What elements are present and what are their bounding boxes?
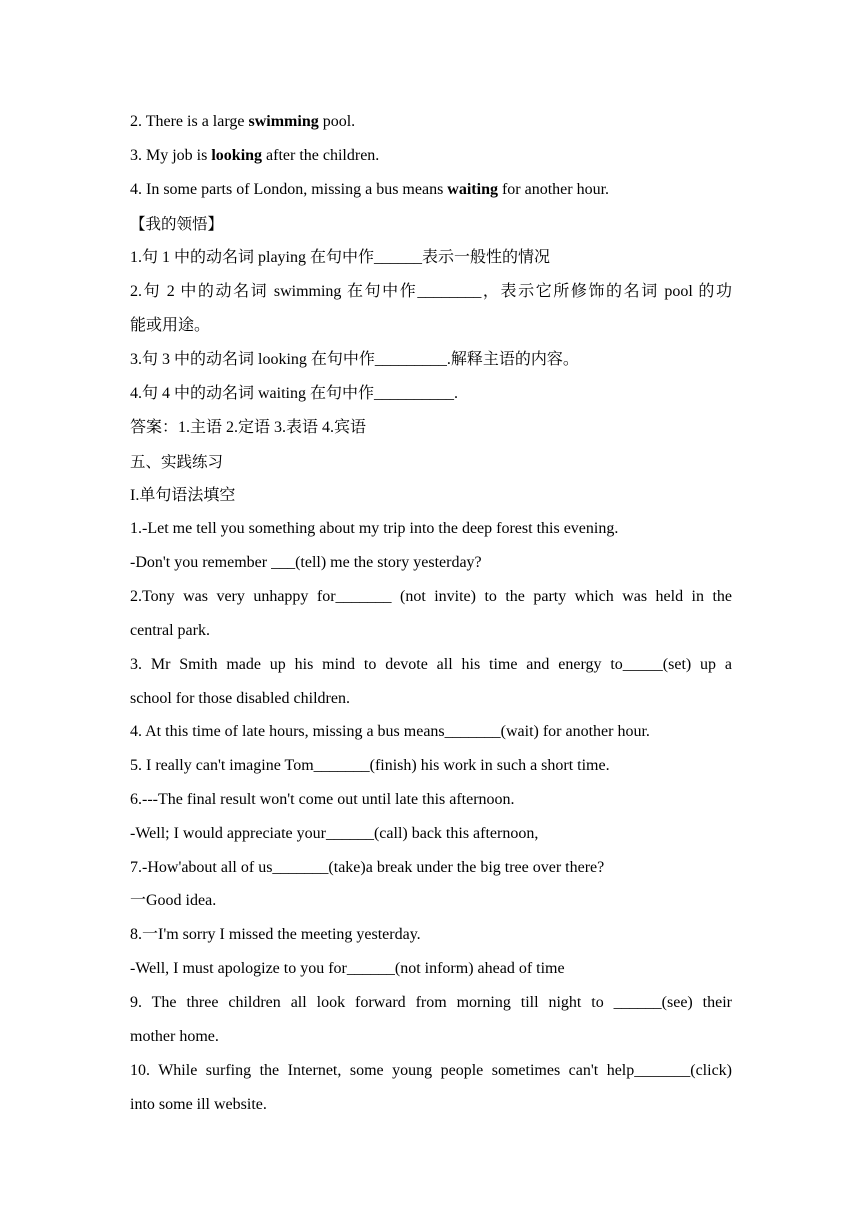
section-title: 五、实践练习 (130, 453, 224, 471)
exercise-3-cont: school for those disabled children. (130, 690, 350, 707)
answer-key: 答案：1.主语 2.定语 3.表语 4.宾语 (130, 419, 367, 436)
sentence-text: pool. (318, 113, 356, 130)
example-sentence-2 (130, 112, 355, 132)
gerund-bold: waiting (447, 181, 498, 198)
exercise-7: 7.-How'about all of us_______(take)a break under the big tree over there? (130, 859, 605, 876)
insight-item-4: 4.句 4 中的动名词 waiting 在句中作__________. (130, 385, 458, 402)
exercise-9: 9. The three children all look forward from morning till night to ______(see) their (130, 994, 732, 1011)
exercise-2-cont: central park. (130, 622, 210, 639)
exercise-1-reply: -Don't you remember ___(tell) me the story yesterday? (130, 554, 482, 571)
sentence-text: for another hour. (497, 181, 610, 198)
insight-item-2-cont: 能或用途。 (130, 317, 211, 334)
exercise-8-reply: -Well, I must apologize to you for______(not inform) ahead of time (130, 960, 565, 977)
exercise-4: 4. At this time of late hours, missing a bus means_______(wait) for another hour. (130, 723, 650, 740)
insight-item-1: 1.句 1 中的动名词 playing 在句中作______表示一般性的情况 (130, 249, 550, 266)
exercise-9-cont: mother home. (130, 1028, 219, 1045)
exercise-5: 5. I really can't imagine Tom_______(finish) his work in such a short time. (130, 757, 610, 774)
exercise-3: 3. Mr Smith made up his mind to devote all his time and energy to_____(set) up a (130, 656, 732, 673)
exercise-7-reply: 一Good idea. (130, 892, 217, 909)
exercise-6: 6.---The final result won't come out until late this afternoon. (130, 791, 515, 808)
exercise-10: 10. While surfing the Internet, some young people sometimes can't help_______(click) (130, 1062, 732, 1079)
exercise-2: 2.Tony was very unhappy for_______ (not invite) to the party which was held in the (130, 588, 732, 605)
gerund-bold: swimming (248, 113, 319, 130)
insight-heading: 【我的领悟】 (130, 215, 224, 233)
exercise-6-reply: -Well; I would appreciate your______(call) back this afternoon, (130, 825, 539, 842)
example-sentence-3 (130, 146, 379, 166)
exercise-1: 1.-Let me tell you something about my trip into the deep forest this evening. (130, 520, 619, 537)
sentence-text: 2. There is a large (130, 113, 249, 130)
exercise-10-cont: into some ill website. (130, 1096, 267, 1113)
example-sentence-4 (130, 180, 609, 200)
gerund-bold: looking (211, 147, 263, 164)
sentence-text: 3. My job is (130, 147, 212, 164)
insight-item-3: 3.句 3 中的动名词 looking 在句中作_________.解释主语的内容。 (130, 351, 579, 368)
section-subtitle: I.单句语法填空 (130, 487, 236, 504)
insight-item-2: 2.句 2 中的动名词 swimming 在句中作________，表示它所修饰的名词 pool 的功 (130, 283, 732, 300)
exercise-8: 8.一I'm sorry I missed the meeting yesterday. (130, 926, 421, 943)
sentence-text: 4. In some parts of London, missing a bus means (130, 181, 448, 198)
sentence-text: after the children. (262, 147, 380, 164)
